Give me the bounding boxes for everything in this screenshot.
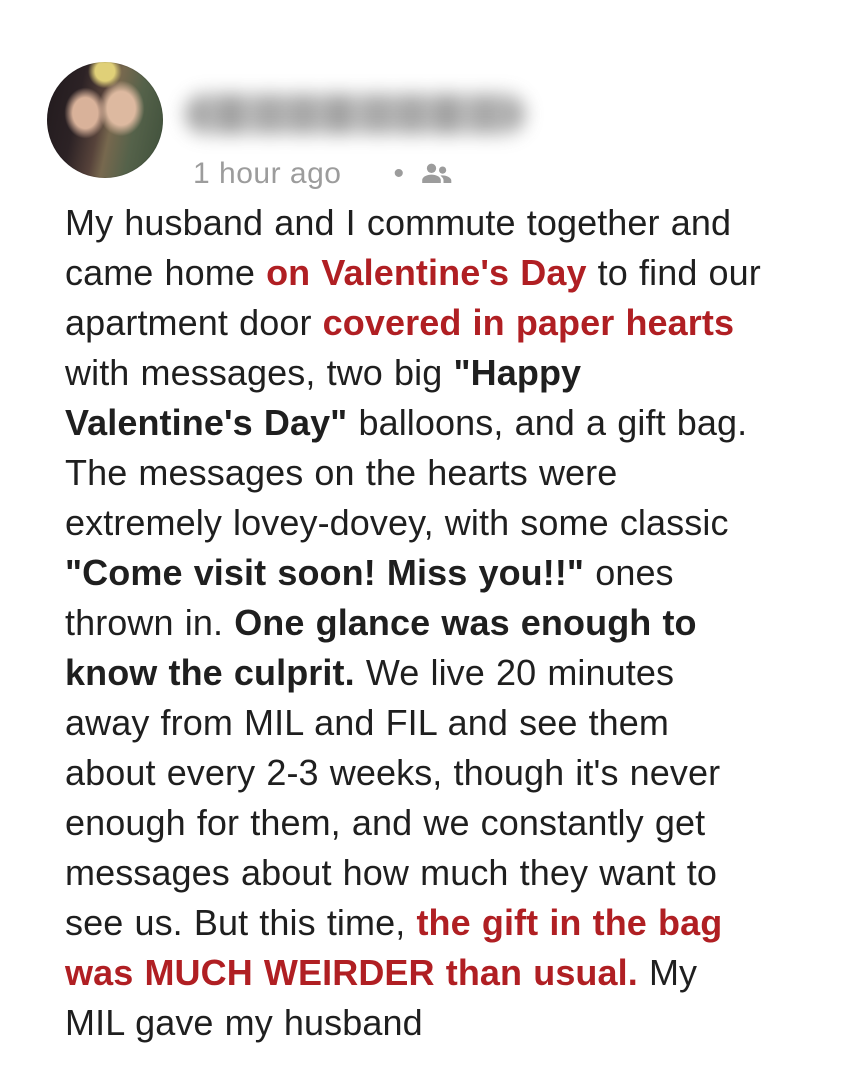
post-text-segment: the gift in the bag was MUCH WEIRDER than usual. — [65, 902, 723, 993]
post-text-segment: My MIL gave my husband — [65, 952, 698, 1043]
post-text-segment: to find our apartment door — [65, 252, 761, 343]
post-header — [0, 0, 860, 192]
post-text-segment: My husband and I commute together and came home — [65, 202, 732, 293]
post-text-segment: We live 20 minutes away from MIL and FIL and see them about every 2-3 weeks, though it's never enough for them, and we constantly get messages about how much they want to see us. But this time, — [65, 652, 721, 943]
post-body-text — [0, 198, 762, 1048]
friends-icon — [418, 156, 454, 192]
post-text-segment: ones thrown in. — [65, 552, 674, 643]
meta-row — [193, 156, 860, 192]
post-text-segment: One glance was enough to know the culprit. — [65, 602, 697, 693]
username-blurred — [185, 94, 525, 134]
separator-dot: • — [393, 157, 404, 190]
post-text-segment: "Come visit soon! Miss you!!" — [65, 552, 585, 593]
avatar[interactable] — [47, 62, 163, 178]
post-text-segment: "Happy Valentine's Day" — [65, 352, 582, 443]
post-header-meta — [181, 62, 860, 192]
post-text-segment: on Valentine's Day — [266, 252, 587, 293]
post-text-segment: covered in paper hearts — [322, 302, 735, 343]
post-text-segment: with messages, two big — [65, 352, 454, 393]
post-text-segment: balloons, and a gift bag. The messages on the hearts were extremely lovey-dovey, with some classic — [65, 402, 748, 543]
timestamp: 1 hour ago — [193, 157, 342, 190]
